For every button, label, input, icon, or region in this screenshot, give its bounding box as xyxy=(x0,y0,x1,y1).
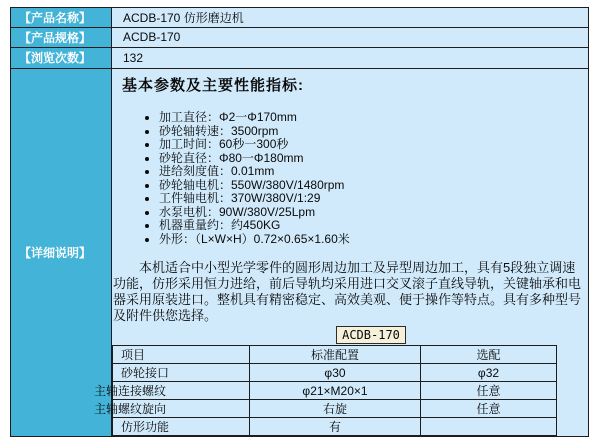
table-row xyxy=(11,28,588,48)
config-item xyxy=(94,382,250,400)
section-heading: 基本参数及主要性能指标: xyxy=(122,77,304,94)
spec-bullet: • 进给刻度值：0.01mm xyxy=(159,165,588,179)
config-optional: 任意 xyxy=(421,400,557,418)
config-item-text: 主轴螺纹旋向 xyxy=(94,402,167,416)
config-row xyxy=(113,418,557,436)
spec-bullet: • 加工直径：Φ2一Φ170mm xyxy=(159,111,588,125)
config-row xyxy=(113,400,557,418)
model-badge-button[interactable]: ACDB-170 xyxy=(336,326,406,344)
config-optional xyxy=(421,418,557,436)
config-optional: φ32 xyxy=(421,364,557,382)
config-item-text: 主轴连接螺纹 xyxy=(94,384,167,398)
detail-label: 【详细说明】 xyxy=(11,69,112,436)
spec-bullet: • 工件轴电机：370W/380V/1:29 xyxy=(159,192,588,206)
config-header-optional: 选配 xyxy=(421,346,557,364)
spec-bullet: • 机器重量约：约450KG xyxy=(159,219,588,233)
spec-bullet: • 砂轮轴电机：550W/380V/1480rpm xyxy=(159,179,588,193)
table-row-detail xyxy=(11,69,588,436)
config-header-item: 项目 xyxy=(113,346,250,364)
config-row xyxy=(113,364,557,382)
spec-bullet: • 砂轮直径：Φ80一Φ180mm xyxy=(159,152,588,166)
config-header-row xyxy=(113,346,557,364)
spec-bullet: • 外形：（L×W×H）0.72×0.65×1.60米 xyxy=(159,233,588,247)
config-table xyxy=(94,345,557,436)
spec-bullet: • 砂轮轴转速：3500rpm xyxy=(159,125,588,139)
product-model-label: 【产品规格】 xyxy=(11,28,112,47)
config-row xyxy=(113,382,557,400)
description-paragraph: 本机适合中小型光学零件的圆形周边加工及异型周边加工，具有5段独立调速功能，仿形采用恒力进给，前后导轨均采用进口交叉滚子直线导轨，关键轴承和电器采用原装进口。整机具有精密稳定、高效美观、便于操作等特点。具有多种型号及附件供您选择。 xyxy=(113,260,582,323)
config-item-text: 仿形功能 xyxy=(121,420,170,434)
config-item xyxy=(94,400,250,418)
view-count-label: 【浏览次数】 xyxy=(11,48,112,68)
config-item xyxy=(113,418,250,436)
table-row xyxy=(11,8,588,28)
model-badge-container xyxy=(112,326,588,344)
config-standard: φ30 xyxy=(250,364,421,382)
config-standard: 有 xyxy=(250,418,421,436)
config-header-standard: 标准配置 xyxy=(250,346,421,364)
spec-bullet: • 加工时间：60秒一300秒 xyxy=(159,138,588,152)
view-count-value: 132 xyxy=(123,50,144,65)
config-optional: 任意 xyxy=(421,382,557,400)
product-name-label: 【产品名称】 xyxy=(11,8,112,27)
spec-bullet: • 水泵电机：90W/380V/25Lpm xyxy=(159,206,588,220)
product-model-value: ACDB-170 xyxy=(123,30,181,45)
product-spec-panel xyxy=(10,7,589,437)
config-standard: 右旋 xyxy=(250,400,421,418)
config-item-text: 砂轮接口 xyxy=(121,366,170,380)
spec-bullet-list xyxy=(159,111,588,246)
config-standard: φ21×M20×1 xyxy=(250,382,421,400)
config-item xyxy=(113,364,250,382)
detail-content xyxy=(94,69,588,436)
table-row xyxy=(11,48,588,69)
product-name-value: ACDB-170 仿形磨边机 xyxy=(123,10,244,25)
